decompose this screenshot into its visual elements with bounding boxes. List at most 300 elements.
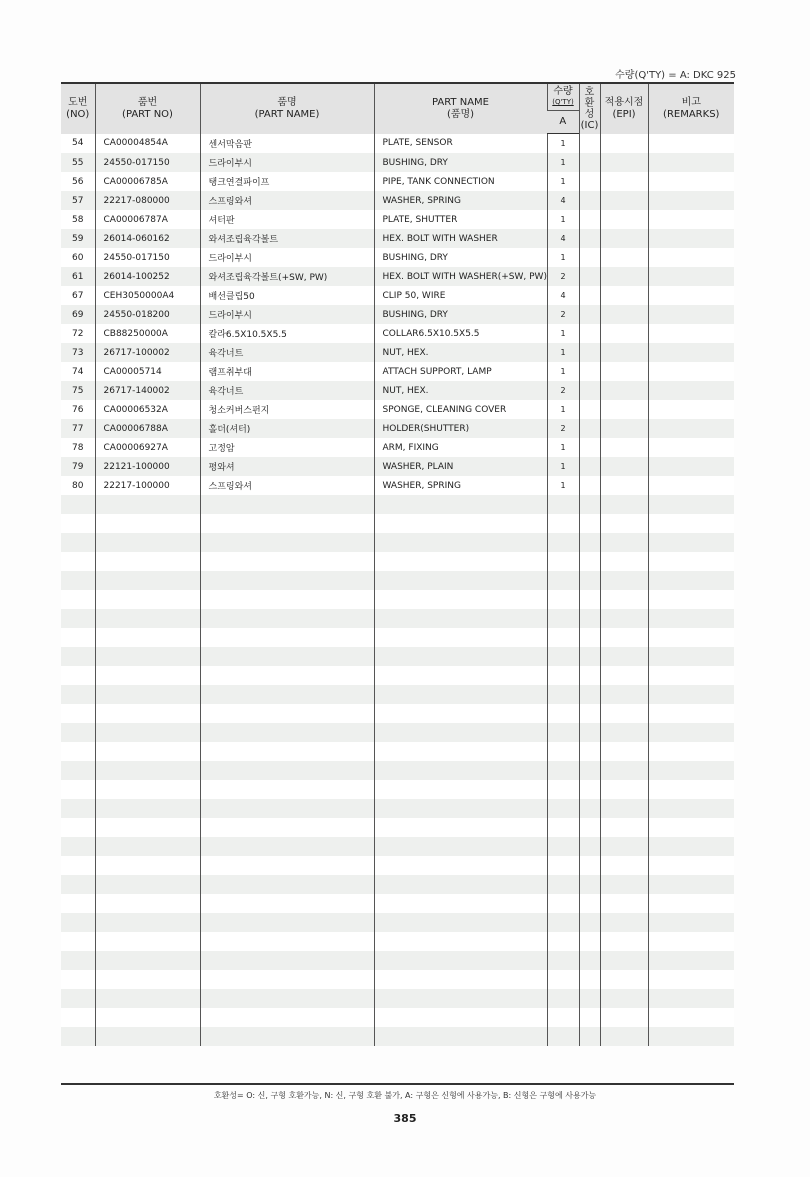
empty-cell [648,761,734,780]
cell-part-no: 26717-100002 [95,343,200,362]
empty-cell [547,780,579,799]
cell-remarks-empty [648,229,734,248]
cell-remarks-empty [648,210,734,229]
empty-cell [547,704,579,723]
empty-cell [579,837,600,856]
empty-cell [547,571,579,590]
bottom-rule [61,1083,734,1085]
cell-qty: 2 [547,305,579,324]
header-qty-en: (Q'TY) [552,98,574,106]
empty-cell [374,514,547,533]
empty-row [61,856,734,875]
empty-cell [579,780,600,799]
empty-cell [648,989,734,1008]
empty-cell [374,666,547,685]
header-part-name-english [374,83,547,134]
empty-cell [200,894,374,913]
cell-no: 69 [72,309,84,320]
empty-cell [200,837,374,856]
table-row [61,381,734,400]
table-row [61,324,734,343]
empty-row [61,951,734,970]
header-ic-l4: (IC) [580,119,599,131]
header-no-ko: 도번 [68,96,88,108]
cell-part-no: 24550-018200 [95,305,200,324]
cell-no: 57 [72,195,84,206]
empty-row [61,571,734,590]
cell-epi-empty [600,210,648,229]
empty-row [61,609,734,628]
header-epi-ko: 적용시점 [604,96,644,108]
empty-cell [200,628,374,647]
cell-no: 61 [72,271,84,282]
empty-cell [61,780,95,799]
header-ic-l2: 환 [584,97,595,109]
empty-cell [579,685,600,704]
empty-cell [61,799,95,818]
empty-cell [579,1027,600,1046]
empty-cell [600,875,648,894]
cell-ic-empty [579,457,600,476]
empty-cell [374,837,547,856]
cell-name-ko: 고정암 [200,438,374,457]
empty-row [61,761,734,780]
cell-no: 72 [72,328,84,339]
cell-name-ko: 칼라6.5X10.5X5.5 [200,324,374,343]
empty-cell [579,875,600,894]
empty-cell [374,685,547,704]
empty-cell [374,894,547,913]
empty-cell [579,913,600,932]
empty-cell [374,799,547,818]
cell-part-no: 24550-017150 [95,153,200,172]
cell-epi-empty [600,476,648,495]
cell-remarks-empty [648,305,734,324]
cell-epi-empty [600,305,648,324]
footer-note: 호환성= O: 신, 구형 호환가능, N: 신, 구형 호환 불가, A: 구형은 신형에 사용가능, B: 신형은 구형에 사용가능 [213,1091,597,1100]
cell-ic-empty [579,324,600,343]
cell-qty: 1 [547,362,579,381]
empty-cell [95,685,200,704]
cell-part-no: CA00006788A [95,419,200,438]
table-row [61,153,734,172]
cell-epi-empty [600,191,648,210]
empty-cell [547,1008,579,1027]
cell-name-ko: 홀더(셔터) [200,419,374,438]
table-row [61,172,734,191]
empty-row [61,799,734,818]
empty-cell [374,856,547,875]
empty-cell [374,723,547,742]
empty-cell [547,590,579,609]
empty-cell [374,1027,547,1046]
cell-qty: 2 [547,381,579,400]
cell-name-ko: 평와셔 [200,457,374,476]
empty-cell [374,590,547,609]
empty-cell [579,704,600,723]
cell-epi-empty [600,457,648,476]
empty-cell [579,723,600,742]
empty-cell [95,495,200,514]
empty-cell [579,818,600,837]
empty-cell [648,609,734,628]
empty-cell [374,970,547,989]
empty-cell [600,818,648,837]
header-no-en: (NO) [66,108,90,120]
empty-cell [95,590,200,609]
empty-cell [61,514,95,533]
empty-row [61,704,734,723]
empty-cell [374,818,547,837]
empty-cell [200,799,374,818]
cell-no: 79 [72,461,84,472]
empty-cell [600,932,648,951]
empty-row [61,818,734,837]
cell-ic-empty [579,210,600,229]
header-part-no [95,83,200,134]
empty-cell [648,856,734,875]
table-row [61,229,734,248]
empty-cell [600,723,648,742]
cell-name-ko: 스프링와셔 [200,476,374,495]
empty-cell [95,1008,200,1027]
empty-cell [579,533,600,552]
cell-part-no: 26717-140002 [95,381,200,400]
empty-row [61,647,734,666]
empty-cell [547,647,579,666]
cell-ic-empty [579,400,600,419]
empty-cell [547,989,579,1008]
empty-row [61,837,734,856]
cell-name-ko: 램프취부대 [200,362,374,381]
empty-cell [61,1008,95,1027]
cell-part-no: CB88250000A [95,324,200,343]
empty-row [61,628,734,647]
cell-no: 77 [72,423,84,434]
empty-cell [547,856,579,875]
empty-cell [600,913,648,932]
cell-name-ko: 육각너트 [200,381,374,400]
empty-cell [374,552,547,571]
cell-epi-empty [600,324,648,343]
cell-remarks-empty [648,381,734,400]
empty-cell [95,837,200,856]
empty-cell [547,913,579,932]
table-row [61,248,734,267]
empty-cell [600,552,648,571]
empty-cell [374,628,547,647]
empty-cell [200,609,374,628]
empty-cell [600,704,648,723]
empty-cell [600,495,648,514]
cell-name-en: ARM, FIXING [374,438,547,457]
empty-row [61,533,734,552]
cell-epi-empty [600,362,648,381]
empty-cell [95,571,200,590]
empty-cell [95,932,200,951]
empty-cell [95,970,200,989]
cell-qty: 1 [547,438,579,457]
cell-name-ko: 청소커버스펀지 [200,400,374,419]
empty-cell [200,989,374,1008]
cell-epi-empty [600,229,648,248]
empty-cell [95,533,200,552]
cell-part-no: 26014-060162 [95,229,200,248]
cell-qty: 1 [547,172,579,191]
empty-cell [61,932,95,951]
empty-cell [61,495,95,514]
empty-cell [200,533,374,552]
empty-cell [600,837,648,856]
empty-cell [579,1008,600,1027]
empty-cell [61,590,95,609]
empty-row [61,552,734,571]
empty-cell [648,894,734,913]
empty-cell [579,666,600,685]
cell-part-no: CA00005714 [95,362,200,381]
cell-name-ko: 탱크연결파이프 [200,172,374,191]
table-row [61,191,734,210]
table-row [61,438,734,457]
empty-cell [61,571,95,590]
cell-epi-empty [600,267,648,286]
cell-qty: 1 [547,457,579,476]
empty-cell [61,894,95,913]
empty-cell [61,761,95,780]
header-ic-l3: 성 [584,108,595,120]
cell-remarks-empty [648,400,734,419]
empty-cell [648,666,734,685]
empty-cell [648,685,734,704]
empty-cell [579,856,600,875]
empty-cell [547,533,579,552]
table-row [61,286,734,305]
empty-cell [579,742,600,761]
empty-row [61,666,734,685]
empty-cell [648,495,734,514]
header-part-name-en: (PART NAME) [254,108,320,120]
cell-ic-empty [579,305,600,324]
empty-cell [61,666,95,685]
empty-cell [61,951,95,970]
empty-cell [600,666,648,685]
cell-name-en: HEX. BOLT WITH WASHER [374,229,547,248]
empty-row [61,875,734,894]
empty-cell [95,704,200,723]
cell-name-ko: 드라이부시 [200,248,374,267]
empty-cell [600,609,648,628]
header-no [61,83,95,134]
empty-cell [579,590,600,609]
cell-epi-empty [600,400,648,419]
cell-qty: 1 [547,134,579,154]
empty-cell [600,685,648,704]
cell-remarks-empty [648,476,734,495]
empty-cell [600,989,648,1008]
empty-cell [547,552,579,571]
empty-cell [374,609,547,628]
cell-name-ko: 셔터판 [200,210,374,229]
empty-cell [648,875,734,894]
empty-cell [579,951,600,970]
empty-cell [579,609,600,628]
empty-cell [95,799,200,818]
empty-cell [648,837,734,856]
parts-table [61,82,734,1046]
cell-no: 58 [72,214,84,225]
empty-cell [200,495,374,514]
empty-cell [600,647,648,666]
cell-qty: 1 [547,248,579,267]
empty-row [61,723,734,742]
empty-cell [374,571,547,590]
empty-cell [200,932,374,951]
header-part-name-ko: 품명 [277,96,297,108]
empty-cell [200,742,374,761]
empty-cell [95,875,200,894]
cell-epi-empty [600,286,648,305]
empty-row [61,780,734,799]
cell-remarks-empty [648,324,734,343]
cell-qty: 4 [547,286,579,305]
cell-part-no: CA00006785A [95,172,200,191]
cell-ic-empty [579,248,600,267]
empty-cell [200,723,374,742]
cell-name-ko: 스프링와셔 [200,191,374,210]
cell-ic-empty [579,476,600,495]
cell-remarks-empty [648,153,734,172]
cell-remarks-empty [648,191,734,210]
empty-cell [200,875,374,894]
empty-cell [374,647,547,666]
empty-cell [61,818,95,837]
empty-cell [200,590,374,609]
empty-cell [600,780,648,799]
empty-cell [648,780,734,799]
empty-cell [579,514,600,533]
empty-cell [648,970,734,989]
empty-cell [374,742,547,761]
empty-cell [648,818,734,837]
empty-cell [600,1008,648,1027]
empty-cell [547,951,579,970]
empty-cell [61,609,95,628]
empty-cell [200,514,374,533]
cell-name-en: NUT, HEX. [374,343,547,362]
cell-name-en: COLLAR6.5X10.5X5.5 [374,324,547,343]
table-header [61,83,734,134]
table-row [61,362,734,381]
empty-cell [61,913,95,932]
header-epi-en: (EPI) [612,108,636,120]
empty-row [61,932,734,951]
empty-cell [61,704,95,723]
empty-cell [200,704,374,723]
empty-cell [547,723,579,742]
cell-part-no: CEH3050000A4 [95,286,200,305]
header-remarks-ko: 비고 [681,96,701,108]
cell-ic-empty [579,153,600,172]
cell-qty: 2 [547,267,579,286]
empty-cell [547,495,579,514]
empty-cell [648,932,734,951]
table-row [61,400,734,419]
cell-ic-empty [579,438,600,457]
empty-cell [200,1027,374,1046]
empty-cell [95,894,200,913]
cell-name-ko: 와셔조립육각볼트(+SW, PW) [200,267,374,286]
cell-epi-empty [600,172,648,191]
cell-ic-empty [579,343,600,362]
empty-cell [579,970,600,989]
empty-cell [600,856,648,875]
header-epi [600,83,648,134]
cell-name-ko: 센서막음판 [200,134,374,154]
empty-cell [547,932,579,951]
empty-cell [95,628,200,647]
cell-no: 78 [72,442,84,453]
empty-cell [374,780,547,799]
empty-row [61,685,734,704]
empty-cell [600,1027,648,1046]
empty-cell [600,951,648,970]
empty-row [61,495,734,514]
header-ic [579,83,600,134]
empty-cell [648,628,734,647]
empty-row [61,1008,734,1027]
table-row [61,419,734,438]
empty-cell [200,780,374,799]
table-row [61,210,734,229]
table-body [61,134,734,1047]
empty-row [61,590,734,609]
empty-cell [600,628,648,647]
empty-row [61,1027,734,1046]
empty-cell [579,932,600,951]
cell-qty: 1 [547,400,579,419]
empty-cell [547,514,579,533]
qty-note: 수량(Q'TY) = A: DKC 925 [615,70,736,81]
empty-cell [95,647,200,666]
empty-cell [61,1027,95,1046]
empty-cell [579,647,600,666]
cell-name-en: BUSHING, DRY [374,153,547,172]
cell-name-ko: 드라이부시 [200,153,374,172]
empty-cell [547,685,579,704]
cell-ic-empty [579,191,600,210]
empty-cell [579,989,600,1008]
empty-cell [374,932,547,951]
empty-cell [600,894,648,913]
empty-cell [61,628,95,647]
cell-qty: 4 [547,229,579,248]
cell-ic-empty [579,362,600,381]
cell-epi-empty [600,343,648,362]
empty-cell [95,723,200,742]
empty-cell [61,856,95,875]
cell-name-ko: 드라이부시 [200,305,374,324]
cell-no: 74 [72,366,84,377]
empty-cell [200,647,374,666]
header-part-name2-en: PART NAME [431,96,489,108]
empty-cell [547,875,579,894]
empty-cell [648,1008,734,1027]
cell-part-no: 22217-080000 [95,191,200,210]
empty-cell [547,609,579,628]
cell-name-en: PLATE, SENSOR [374,134,547,154]
empty-cell [200,1008,374,1027]
empty-cell [374,761,547,780]
